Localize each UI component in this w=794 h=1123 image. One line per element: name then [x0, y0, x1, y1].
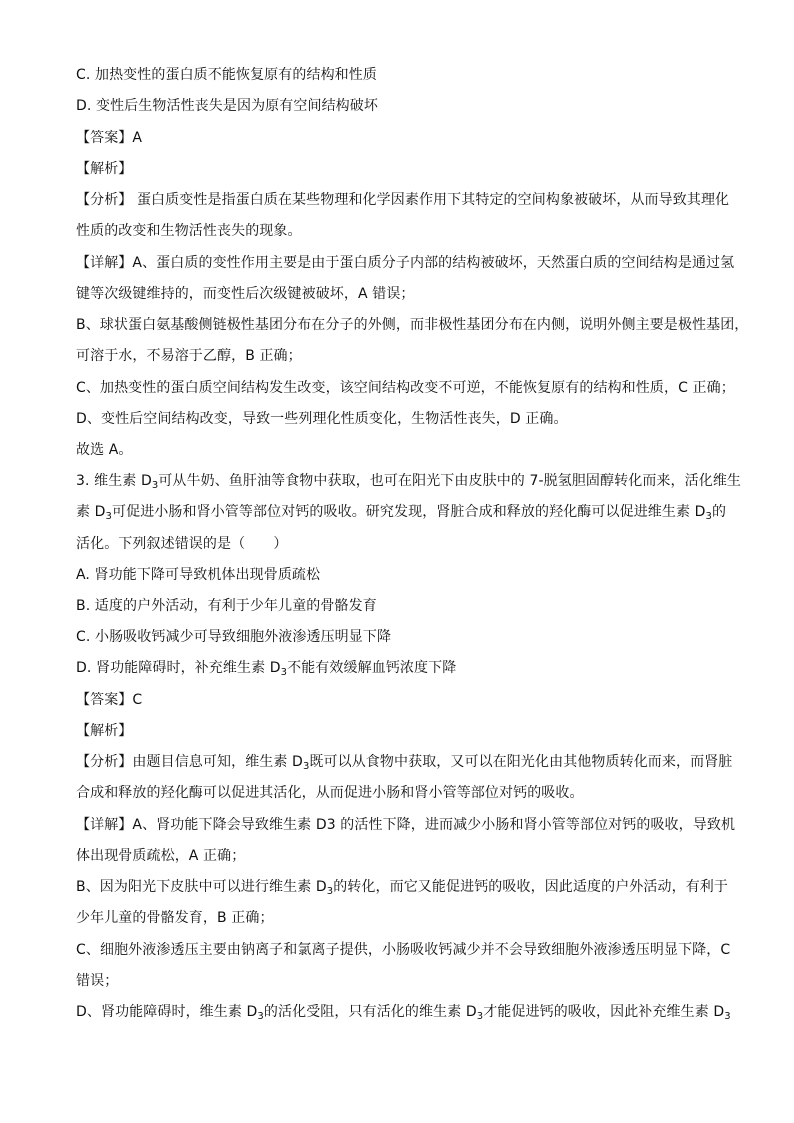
text-line — [76, 128, 726, 148]
text-line — [76, 315, 749, 335]
text-line — [76, 159, 726, 179]
text-run: D. 变性后生物活性丧失是因为原有空间结构破坏 — [76, 98, 378, 114]
subscript: 3 — [302, 761, 310, 772]
text-run: 3. 维生素 D — [76, 473, 152, 489]
text-run: 才能促进钙的吸收，因此补充维生素 D — [483, 1004, 725, 1020]
subscript: 3 — [151, 480, 159, 491]
text-line — [76, 908, 726, 928]
subscript: 3 — [326, 886, 334, 897]
text-run: C. 小肠吸收钙减少可导致细胞外液渗透压明显下降 — [76, 629, 392, 645]
text-line — [76, 221, 726, 241]
subscript: 3 — [724, 1011, 731, 1022]
subscript: 3 — [280, 667, 288, 678]
text-run: D、肾功能障碍时，维生素 D — [76, 1004, 258, 1020]
text-run: 素 D — [76, 504, 106, 520]
text-line — [76, 877, 729, 897]
text-line — [76, 471, 742, 491]
subscript: 3 — [105, 511, 112, 522]
subscript: 3 — [257, 1011, 264, 1022]
text-run: C. 加热变性的蛋白质不能恢复原有的结构和性质 — [76, 67, 377, 83]
text-run: 【详解】A、肾功能下降会导致维生素 D3 的活性下降，进而减少小肠和肾小管等部位对钙的吸收，导致机 — [76, 817, 736, 833]
text-line — [76, 378, 735, 398]
text-run: 活化。下列叙述错误的是（ ） — [76, 536, 288, 552]
text-line — [76, 534, 726, 554]
text-run: 既可以从食物中获取，又可以在阳光化由其他物质转化而来，而肾脏 — [309, 754, 733, 770]
text-run: 故选 A。 — [76, 442, 133, 458]
text-run: 可从牛奶、鱼肝油等食物中获取，也可在阳光下由皮肤中的 7-脱氢胆固醇转化而来，活化维生 — [158, 473, 742, 489]
text-line — [76, 752, 733, 772]
text-run: 【分析】 蛋白质变性是指蛋白质在某些物理和化学因素作用下其特定的空间构象被破坏，从而导致其理化 — [76, 192, 730, 208]
text-line — [76, 690, 726, 710]
text-line — [76, 815, 736, 835]
text-run: 不能有效缓解血钙浓度下降 — [287, 660, 457, 676]
text-line — [76, 65, 726, 85]
text-line — [76, 596, 726, 616]
text-run: 少年儿童的骨骼发育，B 正确； — [76, 910, 274, 926]
text-run: 错误； — [76, 973, 119, 989]
text-line — [76, 783, 726, 803]
text-line — [76, 440, 726, 460]
text-run: 【答案】A — [76, 130, 143, 146]
text-run: B、因为阳光下皮肤中可以进行维生素 D — [76, 879, 327, 895]
subscript: 3 — [705, 511, 712, 522]
text-line — [76, 971, 726, 991]
text-run: 性质的改变和生物活性丧失的现象。 — [76, 223, 302, 239]
text-run: 可溶于水，不易溶于乙醇，B 正确； — [76, 348, 302, 364]
text-run: B、球状蛋白氨基酸侧链极性基团分布在分子的外侧，而非极性基团分布在内侧，说明外侧主要是极性基团， — [76, 317, 749, 333]
text-line — [76, 190, 730, 210]
text-run: C、加热变性的蛋白质空间结构发生改变，该空间结构改变不可逆，不能恢复原有的结构和性质，C 正确； — [76, 380, 735, 396]
text-line — [76, 502, 726, 522]
text-line — [76, 658, 726, 678]
text-line — [76, 1002, 731, 1022]
text-line — [76, 846, 726, 866]
text-run: A. 肾功能下降可导致机体出现骨质疏松 — [76, 567, 321, 583]
text-run: 可促进小肠和肾小管等部位对钙的吸收。研究发现，肾脏合成和释放的羟化酶可以促进维生素 D — [112, 504, 706, 520]
text-run: 键等次级键维持的，而变性后次级键被破坏，A 错误； — [76, 286, 415, 302]
text-run: B. 适度的户外活动，有利于少年儿童的骨骼发育 — [76, 598, 377, 614]
text-line — [76, 721, 726, 741]
text-run: 【详解】A、蛋白质的变性作用主要是由于蛋白质分子内部的结构被破坏，天然蛋白质的空间结构是通过氢 — [76, 255, 735, 271]
subscript: 3 — [476, 1011, 484, 1022]
text-line — [76, 96, 726, 116]
text-run: 的活化受阻，只有活化的维生素 D — [263, 1004, 477, 1020]
text-run: 合成和释放的羟化酶可以促进其活化，从而促进小肠和肾小管等部位对钙的吸收。 — [76, 785, 584, 801]
text-run: D、变性后空间结构改变，导致一些列理化性质变化，生物活性丧失，D 正确。 — [76, 411, 568, 427]
text-line — [76, 627, 726, 647]
text-line — [76, 346, 726, 366]
text-run: C、细胞外液渗透压主要由钠离子和氯离子提供，小肠吸收钙减少并不会导致细胞外液渗透压明显下降，C — [76, 942, 731, 958]
text-run: D. 肾功能障碍时，补充维生素 D — [76, 660, 281, 676]
text-run: 的 — [712, 504, 727, 520]
text-run: 的转化，而它又能促进钙的吸收，因此适度的户外活动，有利于 — [333, 879, 729, 895]
text-run: 【解析】 — [76, 723, 133, 739]
text-line — [76, 284, 726, 304]
text-run: 【解析】 — [76, 161, 133, 177]
text-line — [76, 409, 726, 429]
text-line — [76, 940, 731, 960]
text-line — [76, 565, 726, 585]
text-run: 体出现骨质疏松，A 正确； — [76, 848, 246, 864]
text-run: 【分析】由题目信息可知，维生素 D — [76, 754, 303, 770]
text-run: 【答案】C — [76, 692, 143, 708]
text-line — [76, 253, 735, 273]
